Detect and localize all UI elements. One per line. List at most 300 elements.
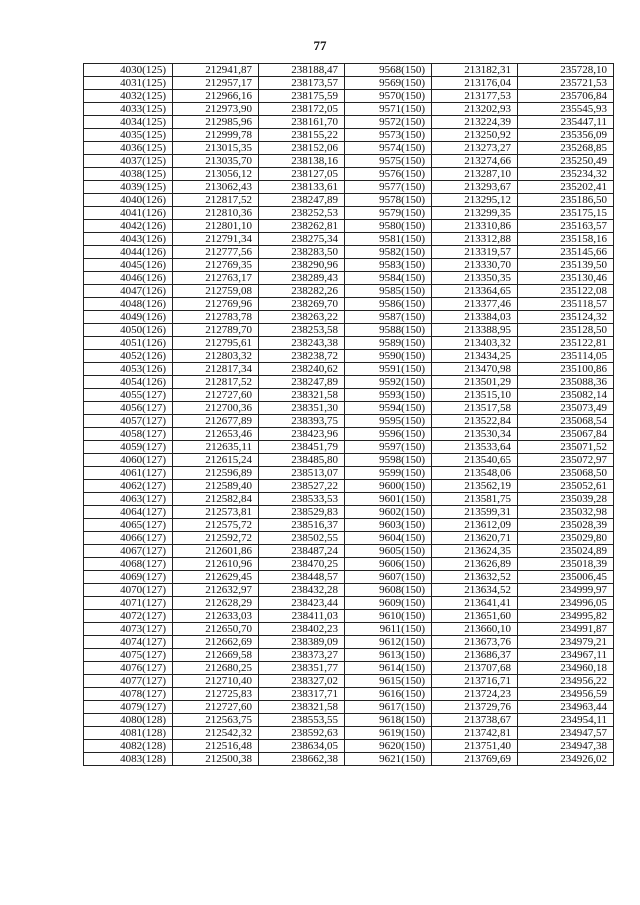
table-row: [84, 220, 614, 233]
cell-y-left: 238290,96: [259, 259, 345, 272]
cell-point-id-right: 9618(150): [345, 714, 432, 727]
cell-point-id-left: 4035(125): [84, 129, 173, 142]
cell-y-left: 238529,83: [259, 506, 345, 519]
table-row: [84, 181, 614, 194]
cell-point-id-left: 4062(127): [84, 480, 173, 493]
cell-point-id-right: 9579(150): [345, 207, 432, 220]
cell-point-id-left: 4061(127): [84, 467, 173, 480]
cell-x-right: 213620,71: [432, 532, 518, 545]
cell-y-left: 238172,05: [259, 103, 345, 116]
cell-x-right: 213177,53: [432, 90, 518, 103]
cell-y-left: 238269,70: [259, 298, 345, 311]
cell-x-left: 213062,43: [173, 181, 259, 194]
cell-y-right: 235139,50: [518, 259, 614, 272]
table-row: [84, 701, 614, 714]
table-row: [84, 636, 614, 649]
cell-point-id-left: 4080(128): [84, 714, 173, 727]
cell-point-id-left: 4066(127): [84, 532, 173, 545]
cell-x-right: 213729,76: [432, 701, 518, 714]
cell-point-id-left: 4081(128): [84, 727, 173, 740]
cell-x-left: 212985,96: [173, 116, 259, 129]
table-row: [84, 402, 614, 415]
cell-point-id-right: 9569(150): [345, 77, 432, 90]
cell-y-left: 238289,43: [259, 272, 345, 285]
cell-point-id-right: 9574(150): [345, 142, 432, 155]
cell-point-id-left: 4039(125): [84, 181, 173, 194]
cell-point-id-right: 9608(150): [345, 584, 432, 597]
cell-x-left: 212601,86: [173, 545, 259, 558]
cell-x-left: 212592,72: [173, 532, 259, 545]
cell-x-left: 212763,17: [173, 272, 259, 285]
cell-y-right: 235130,46: [518, 272, 614, 285]
cell-point-id-left: 4077(127): [84, 675, 173, 688]
cell-point-id-right: 9604(150): [345, 532, 432, 545]
cell-y-right: 235018,39: [518, 558, 614, 571]
cell-x-right: 213686,37: [432, 649, 518, 662]
cell-y-right: 234956,59: [518, 688, 614, 701]
cell-x-left: 212650,70: [173, 623, 259, 636]
coordinates-table: [83, 63, 614, 766]
cell-point-id-right: 9596(150): [345, 428, 432, 441]
cell-x-left: 212725,83: [173, 688, 259, 701]
cell-y-left: 238502,55: [259, 532, 345, 545]
cell-y-left: 238373,27: [259, 649, 345, 662]
cell-y-right: 235728,10: [518, 64, 614, 77]
cell-y-left: 238240,62: [259, 363, 345, 376]
cell-point-id-left: 4058(127): [84, 428, 173, 441]
cell-point-id-left: 4033(125): [84, 103, 173, 116]
table-row: [84, 142, 614, 155]
cell-y-left: 238188,47: [259, 64, 345, 77]
cell-y-left: 238327,02: [259, 675, 345, 688]
cell-x-left: 212957,17: [173, 77, 259, 90]
cell-y-right: 235039,28: [518, 493, 614, 506]
cell-point-id-left: 4036(125): [84, 142, 173, 155]
table-row: [84, 493, 614, 506]
cell-y-left: 238247,89: [259, 194, 345, 207]
cell-point-id-left: 4051(126): [84, 337, 173, 350]
cell-y-right: 235068,50: [518, 467, 614, 480]
cell-point-id-right: 9591(150): [345, 363, 432, 376]
table-row: [84, 480, 614, 493]
cell-x-left: 212700,36: [173, 402, 259, 415]
cell-y-right: 235128,50: [518, 324, 614, 337]
table-row: [84, 363, 614, 376]
table-row: [84, 454, 614, 467]
cell-x-right: 213742,81: [432, 727, 518, 740]
cell-y-right: 235158,16: [518, 233, 614, 246]
cell-y-left: 238155,22: [259, 129, 345, 142]
cell-point-id-left: 4078(127): [84, 688, 173, 701]
cell-x-right: 213738,67: [432, 714, 518, 727]
cell-x-left: 212632,97: [173, 584, 259, 597]
cell-y-right: 235073,49: [518, 402, 614, 415]
table-row: [84, 519, 614, 532]
cell-x-right: 213312,88: [432, 233, 518, 246]
cell-point-id-right: 9597(150): [345, 441, 432, 454]
cell-x-right: 213202,93: [432, 103, 518, 116]
cell-point-id-left: 4030(125): [84, 64, 173, 77]
cell-x-left: 212633,03: [173, 610, 259, 623]
cell-point-id-right: 9603(150): [345, 519, 432, 532]
cell-y-right: 234999,97: [518, 584, 614, 597]
cell-x-left: 212575,72: [173, 519, 259, 532]
cell-point-id-right: 9578(150): [345, 194, 432, 207]
cell-x-left: 212500,38: [173, 753, 259, 766]
cell-point-id-right: 9586(150): [345, 298, 432, 311]
cell-point-id-right: 9595(150): [345, 415, 432, 428]
table-row: [84, 298, 614, 311]
table-row: [84, 610, 614, 623]
cell-point-id-right: 9590(150): [345, 350, 432, 363]
table-row: [84, 532, 614, 545]
cell-x-left: 212615,24: [173, 454, 259, 467]
cell-point-id-right: 9575(150): [345, 155, 432, 168]
cell-y-left: 238247,89: [259, 376, 345, 389]
cell-y-right: 234991,87: [518, 623, 614, 636]
cell-x-right: 213384,03: [432, 311, 518, 324]
cell-point-id-left: 4072(127): [84, 610, 173, 623]
cell-x-left: 212769,96: [173, 298, 259, 311]
cell-x-right: 213364,65: [432, 285, 518, 298]
table-row: [84, 441, 614, 454]
cell-point-id-right: 9602(150): [345, 506, 432, 519]
cell-y-right: 234979,21: [518, 636, 614, 649]
cell-y-right: 235268,85: [518, 142, 614, 155]
cell-point-id-right: 9580(150): [345, 220, 432, 233]
table-row: [84, 545, 614, 558]
table-row: [84, 259, 614, 272]
cell-point-id-left: 4043(126): [84, 233, 173, 246]
table-row: [84, 740, 614, 753]
cell-point-id-right: 9592(150): [345, 376, 432, 389]
cell-point-id-right: 9581(150): [345, 233, 432, 246]
cell-x-left: 212653,46: [173, 428, 259, 441]
cell-x-left: 212635,11: [173, 441, 259, 454]
cell-x-left: 212769,35: [173, 259, 259, 272]
cell-point-id-left: 4037(125): [84, 155, 173, 168]
cell-point-id-left: 4054(126): [84, 376, 173, 389]
cell-y-left: 238275,34: [259, 233, 345, 246]
cell-x-right: 213176,04: [432, 77, 518, 90]
table-row: [84, 350, 614, 363]
cell-y-right: 234996,05: [518, 597, 614, 610]
cell-y-left: 238127,05: [259, 168, 345, 181]
cell-point-id-left: 4075(127): [84, 649, 173, 662]
cell-x-right: 213651,60: [432, 610, 518, 623]
cell-point-id-left: 4046(126): [84, 272, 173, 285]
cell-point-id-left: 4042(126): [84, 220, 173, 233]
cell-point-id-left: 4060(127): [84, 454, 173, 467]
cell-x-left: 212817,34: [173, 363, 259, 376]
cell-x-left: 212759,08: [173, 285, 259, 298]
cell-x-right: 213724,23: [432, 688, 518, 701]
table-row: [84, 207, 614, 220]
cell-point-id-right: 9583(150): [345, 259, 432, 272]
cell-y-right: 235082,14: [518, 389, 614, 402]
cell-y-right: 234956,22: [518, 675, 614, 688]
table-row: [84, 155, 614, 168]
table-row: [84, 727, 614, 740]
cell-x-left: 212610,96: [173, 558, 259, 571]
cell-x-right: 213501,29: [432, 376, 518, 389]
cell-x-left: 212629,45: [173, 571, 259, 584]
cell-point-id-left: 4064(127): [84, 506, 173, 519]
cell-point-id-left: 4070(127): [84, 584, 173, 597]
cell-y-left: 238553,55: [259, 714, 345, 727]
cell-y-right: 234947,38: [518, 740, 614, 753]
cell-x-right: 213769,69: [432, 753, 518, 766]
cell-y-left: 238592,63: [259, 727, 345, 740]
table-row: [84, 389, 614, 402]
cell-y-left: 238262,81: [259, 220, 345, 233]
cell-x-left: 212727,60: [173, 701, 259, 714]
cell-y-right: 235052,61: [518, 480, 614, 493]
cell-x-left: 212817,52: [173, 194, 259, 207]
cell-y-left: 238282,26: [259, 285, 345, 298]
cell-point-id-right: 9616(150): [345, 688, 432, 701]
table-row: [84, 597, 614, 610]
cell-x-right: 213274,66: [432, 155, 518, 168]
cell-point-id-right: 9599(150): [345, 467, 432, 480]
cell-x-right: 213624,35: [432, 545, 518, 558]
cell-point-id-left: 4073(127): [84, 623, 173, 636]
cell-point-id-left: 4049(126): [84, 311, 173, 324]
table-row: [84, 584, 614, 597]
cell-point-id-right: 9619(150): [345, 727, 432, 740]
cell-y-right: 235100,86: [518, 363, 614, 376]
cell-x-left: 212783,78: [173, 311, 259, 324]
cell-y-left: 238527,22: [259, 480, 345, 493]
cell-point-id-left: 4045(126): [84, 259, 173, 272]
cell-x-left: 212810,36: [173, 207, 259, 220]
cell-point-id-right: 9568(150): [345, 64, 432, 77]
cell-y-right: 235122,08: [518, 285, 614, 298]
cell-x-right: 213350,35: [432, 272, 518, 285]
cell-x-left: 212542,32: [173, 727, 259, 740]
cell-y-left: 238152,06: [259, 142, 345, 155]
cell-point-id-left: 4044(126): [84, 246, 173, 259]
cell-x-right: 213530,34: [432, 428, 518, 441]
cell-y-left: 238485,80: [259, 454, 345, 467]
cell-x-left: 212791,34: [173, 233, 259, 246]
cell-y-right: 235145,66: [518, 246, 614, 259]
cell-y-right: 235114,05: [518, 350, 614, 363]
cell-x-left: 212628,29: [173, 597, 259, 610]
table-row: [84, 467, 614, 480]
cell-point-id-left: 4068(127): [84, 558, 173, 571]
table-row: [84, 64, 614, 77]
table-row: [84, 194, 614, 207]
cell-point-id-right: 9605(150): [345, 545, 432, 558]
cell-point-id-left: 4082(128): [84, 740, 173, 753]
cell-point-id-right: 9572(150): [345, 116, 432, 129]
cell-y-right: 235175,15: [518, 207, 614, 220]
cell-y-left: 238173,57: [259, 77, 345, 90]
cell-y-left: 238662,38: [259, 753, 345, 766]
cell-x-right: 213673,76: [432, 636, 518, 649]
cell-y-right: 235072,97: [518, 454, 614, 467]
cell-y-left: 238321,58: [259, 701, 345, 714]
cell-x-left: 212516,48: [173, 740, 259, 753]
cell-point-id-left: 4047(126): [84, 285, 173, 298]
table-row: [84, 415, 614, 428]
cell-x-left: 212596,89: [173, 467, 259, 480]
table-row: [84, 558, 614, 571]
cell-y-left: 238253,58: [259, 324, 345, 337]
cell-point-id-left: 4040(126): [84, 194, 173, 207]
cell-x-left: 212677,89: [173, 415, 259, 428]
cell-y-right: 235006,45: [518, 571, 614, 584]
cell-y-left: 238133,61: [259, 181, 345, 194]
cell-x-right: 213310,86: [432, 220, 518, 233]
cell-y-left: 238321,58: [259, 389, 345, 402]
cell-point-id-left: 4050(126): [84, 324, 173, 337]
cell-x-right: 213540,65: [432, 454, 518, 467]
cell-point-id-left: 4065(127): [84, 519, 173, 532]
cell-y-right: 235356,09: [518, 129, 614, 142]
cell-y-left: 238263,22: [259, 311, 345, 324]
cell-x-right: 213470,98: [432, 363, 518, 376]
cell-y-left: 238448,57: [259, 571, 345, 584]
cell-x-right: 213182,31: [432, 64, 518, 77]
cell-x-left: 212727,60: [173, 389, 259, 402]
cell-y-left: 238252,53: [259, 207, 345, 220]
cell-x-right: 213517,58: [432, 402, 518, 415]
cell-point-id-left: 4071(127): [84, 597, 173, 610]
table-row: [84, 623, 614, 636]
table-row: [84, 285, 614, 298]
cell-x-left: 212801,10: [173, 220, 259, 233]
cell-y-left: 238451,79: [259, 441, 345, 454]
cell-y-right: 235545,93: [518, 103, 614, 116]
cell-point-id-right: 9582(150): [345, 246, 432, 259]
cell-point-id-right: 9612(150): [345, 636, 432, 649]
cell-y-right: 234954,11: [518, 714, 614, 727]
cell-x-left: 212589,40: [173, 480, 259, 493]
table-row: [84, 675, 614, 688]
cell-point-id-right: 9600(150): [345, 480, 432, 493]
cell-point-id-right: 9620(150): [345, 740, 432, 753]
cell-point-id-right: 9585(150): [345, 285, 432, 298]
cell-y-left: 238243,38: [259, 337, 345, 350]
cell-point-id-left: 4063(127): [84, 493, 173, 506]
cell-x-right: 213626,89: [432, 558, 518, 571]
cell-point-id-right: 9598(150): [345, 454, 432, 467]
cell-point-id-left: 4034(125): [84, 116, 173, 129]
cell-point-id-left: 4055(127): [84, 389, 173, 402]
cell-point-id-right: 9589(150): [345, 337, 432, 350]
cell-y-right: 235028,39: [518, 519, 614, 532]
cell-y-left: 238402,23: [259, 623, 345, 636]
cell-x-left: 212680,25: [173, 662, 259, 675]
cell-y-right: 235122,81: [518, 337, 614, 350]
cell-y-right: 235186,50: [518, 194, 614, 207]
cell-x-left: 212999,78: [173, 129, 259, 142]
cell-point-id-right: 9588(150): [345, 324, 432, 337]
table-row: [84, 129, 614, 142]
cell-point-id-right: 9606(150): [345, 558, 432, 571]
cell-x-right: 213612,09: [432, 519, 518, 532]
cell-y-left: 238283,50: [259, 246, 345, 259]
cell-y-right: 235088,36: [518, 376, 614, 389]
cell-x-left: 212582,84: [173, 493, 259, 506]
cell-point-id-left: 4032(125): [84, 90, 173, 103]
cell-x-left: 212941,87: [173, 64, 259, 77]
cell-point-id-right: 9609(150): [345, 597, 432, 610]
cell-y-right: 235234,32: [518, 168, 614, 181]
cell-point-id-right: 9617(150): [345, 701, 432, 714]
cell-point-id-right: 9601(150): [345, 493, 432, 506]
cell-x-left: 212803,32: [173, 350, 259, 363]
cell-y-left: 238393,75: [259, 415, 345, 428]
cell-y-right: 235447,11: [518, 116, 614, 129]
cell-y-right: 234963,44: [518, 701, 614, 714]
cell-x-left: 212777,56: [173, 246, 259, 259]
cell-y-right: 235067,84: [518, 428, 614, 441]
cell-point-id-right: 9571(150): [345, 103, 432, 116]
table-row: [84, 116, 614, 129]
cell-y-left: 238513,07: [259, 467, 345, 480]
cell-point-id-right: 9593(150): [345, 389, 432, 402]
cell-point-id-right: 9614(150): [345, 662, 432, 675]
cell-y-right: 235721,53: [518, 77, 614, 90]
cell-x-left: 212817,52: [173, 376, 259, 389]
cell-point-id-left: 4038(125): [84, 168, 173, 181]
cell-y-left: 238161,70: [259, 116, 345, 129]
cell-x-right: 213273,27: [432, 142, 518, 155]
cell-x-right: 213522,84: [432, 415, 518, 428]
cell-point-id-left: 4083(128): [84, 753, 173, 766]
cell-x-right: 213515,10: [432, 389, 518, 402]
cell-point-id-left: 4053(126): [84, 363, 173, 376]
cell-point-id-left: 4076(127): [84, 662, 173, 675]
cell-x-right: 213295,12: [432, 194, 518, 207]
cell-x-left: 212573,81: [173, 506, 259, 519]
cell-y-right: 235068,54: [518, 415, 614, 428]
table-row: [84, 272, 614, 285]
cell-x-left: 212662,69: [173, 636, 259, 649]
cell-y-right: 234995,82: [518, 610, 614, 623]
cell-x-right: 213641,41: [432, 597, 518, 610]
cell-x-right: 213716,71: [432, 675, 518, 688]
cell-y-left: 238423,96: [259, 428, 345, 441]
table-row: [84, 337, 614, 350]
cell-y-left: 238138,16: [259, 155, 345, 168]
table-row: [84, 662, 614, 675]
cell-x-right: 213632,52: [432, 571, 518, 584]
cell-point-id-left: 4067(127): [84, 545, 173, 558]
table-row: [84, 428, 614, 441]
table-row: [84, 753, 614, 766]
cell-y-left: 238351,30: [259, 402, 345, 415]
table-row: [84, 324, 614, 337]
cell-y-right: 235029,80: [518, 532, 614, 545]
cell-x-right: 213533,64: [432, 441, 518, 454]
cell-y-right: 234926,02: [518, 753, 614, 766]
cell-y-left: 238175,59: [259, 90, 345, 103]
table-row: [84, 506, 614, 519]
cell-y-left: 238411,03: [259, 610, 345, 623]
cell-point-id-right: 9607(150): [345, 571, 432, 584]
cell-x-left: 213015,35: [173, 142, 259, 155]
cell-point-id-left: 4069(127): [84, 571, 173, 584]
table-row: [84, 571, 614, 584]
cell-y-left: 238351,77: [259, 662, 345, 675]
cell-x-left: 212710,40: [173, 675, 259, 688]
cell-point-id-right: 9584(150): [345, 272, 432, 285]
cell-point-id-right: 9615(150): [345, 675, 432, 688]
